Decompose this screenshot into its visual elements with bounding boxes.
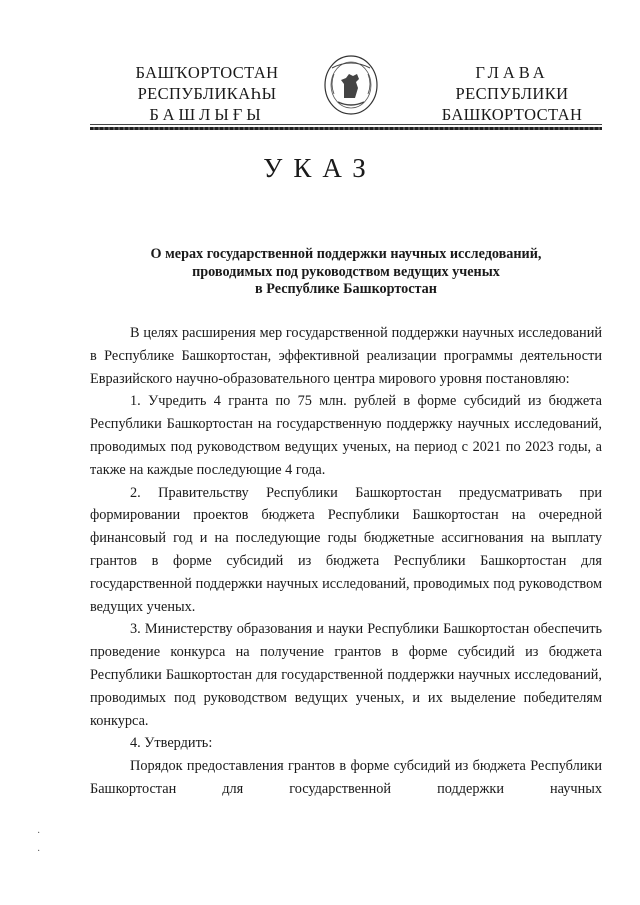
header-divider-thin bbox=[90, 124, 602, 125]
paragraph-item-3: 3. Министерству образования и науки Республики Башкортостан обеспечить проведение конкурса на получение грантов в форме субсидий из бюджета Республики Башкортостан для государственной поддержки научных исследований, проводимых под руководством ведущих ученых, и их выделение победителям конкурса. bbox=[90, 621, 602, 729]
header-left-block bbox=[112, 62, 302, 125]
header-divider-thick bbox=[90, 127, 602, 130]
scan-mark-1: · bbox=[37, 828, 41, 839]
heading-line-3: в Республике Башкортостан bbox=[255, 281, 437, 297]
header-right-line-3: БАШКОРТОСТАН bbox=[441, 105, 583, 124]
scan-mark-2: · bbox=[37, 846, 41, 857]
decree-body bbox=[90, 322, 602, 801]
header-left-line-2: РЕСПУБЛИКАҺЫ bbox=[137, 84, 277, 103]
paragraph-item-2: 2. Правительству Республики Башкортостан предусматривать при формировании проектов бюджета Республики Башкортостан на очередной финансовый год и на последующие годы бюджетные ассигнования на выплату грантов в форме субсидий из бюджета Республики Башкортостан для государственной поддержки научных исследований, проводимых под руководством ведущих ученых. bbox=[90, 484, 602, 615]
paragraph-item-4: 4. Утвердить: bbox=[130, 735, 213, 752]
heading-line-1: О мерах государственной поддержки научных исследований, bbox=[150, 246, 542, 262]
coat-of-arms-icon bbox=[322, 54, 380, 116]
header-right-block bbox=[412, 62, 612, 125]
paragraph-item-1: 1. Учредить 4 гранта по 75 млн. рублей в форме субсидий из бюджета Республики Башкортостан на государственную поддержку научных исследований, проводимых под руководством ведущих ученых, на период с 2021 по 2023 годы, а также на каждые последующие 4 года. bbox=[90, 393, 602, 478]
header-right-line-1: ГЛАВА bbox=[475, 63, 549, 82]
header-left-line-3: БАШЛЫҒЫ bbox=[149, 105, 265, 124]
document-type-title: УКАЗ bbox=[263, 153, 377, 183]
header-left-line-1: БАШҠОРТОСТАН bbox=[135, 63, 279, 82]
header-right-line-2: РЕСПУБЛИКИ bbox=[455, 84, 569, 103]
paragraph-procedure: Порядок предоставления грантов в форме субсидий из бюджета Республики Башкортостан для государственной поддержки научных bbox=[90, 758, 602, 797]
paragraph-preamble: В целях расширения мер государственной поддержки научных исследований в Республике Башкортостан, эффективной реализации программы деятельности Евразийского научно-образовательного центра мирового уровня постановляю: bbox=[90, 325, 602, 387]
heading-line-2: проводимых под руководством ведущих ученых bbox=[192, 263, 500, 280]
decree-heading bbox=[90, 246, 602, 299]
